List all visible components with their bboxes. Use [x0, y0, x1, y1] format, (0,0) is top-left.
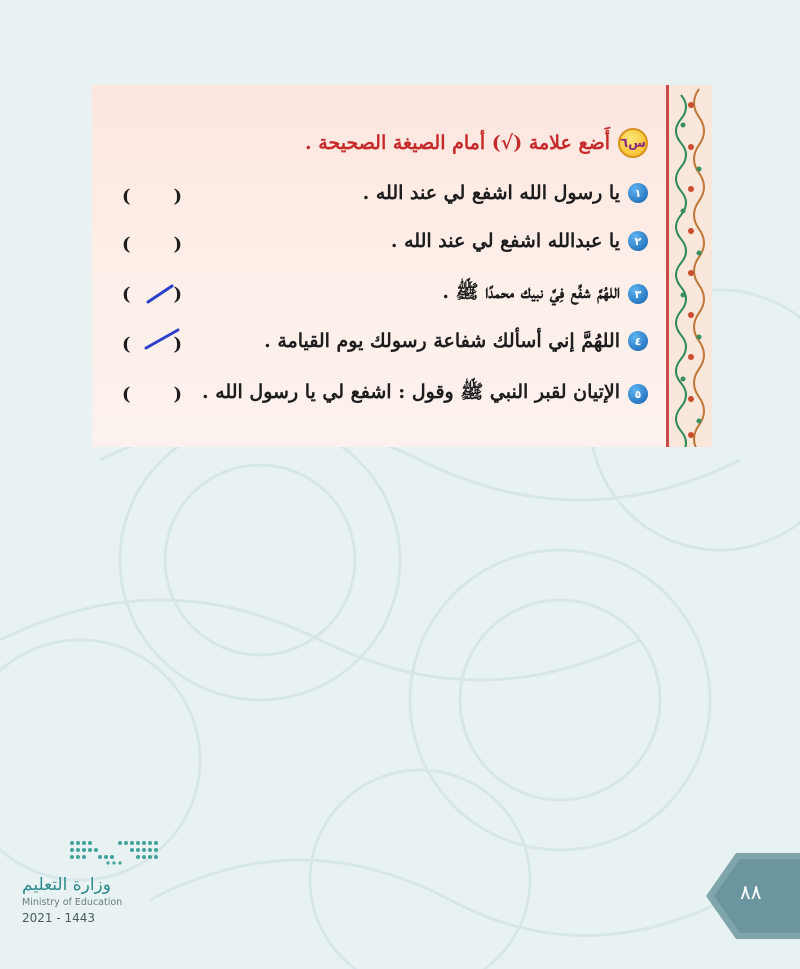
question-number-badge: س٦ [618, 128, 648, 158]
paren-close: ) [173, 185, 182, 207]
paren-open: ( [122, 185, 131, 207]
answer-item [363, 182, 648, 204]
item-number-icon: ٤ [628, 331, 648, 351]
paren-open: ( [122, 383, 131, 405]
paren-close: ) [173, 383, 182, 405]
decorative-border [666, 85, 712, 447]
check-mark-icon [140, 326, 184, 354]
ministry-name-arabic: وزارة التعليم [22, 875, 111, 895]
answer-item [264, 330, 648, 352]
answer-item [391, 230, 648, 252]
item-number-icon: ١ [628, 183, 648, 203]
item-number-icon: ٢ [628, 231, 648, 251]
paren-open: ( [122, 233, 131, 255]
item-text: الإتيان لقبر النبي ﷺ وقول : اشفع لي يا رسول الله . [202, 381, 620, 403]
paren-open: ( [122, 283, 131, 305]
answer-checkbox[interactable] [122, 182, 182, 210]
item-text: يا عبدالله اشفع لي عند الله . [390, 230, 620, 252]
ministry-year: 2021 - 1443 [22, 911, 96, 925]
answer-item [202, 380, 648, 408]
paren-close: ) [173, 333, 182, 355]
item-text: اللهُمَّ إني أسألك شفاعة رسولك يوم القيامة . [264, 330, 620, 352]
item-number-icon: ٣ [628, 284, 648, 304]
answer-checkbox[interactable] [122, 380, 182, 408]
answer-checkbox[interactable] [122, 230, 182, 258]
answer-item [442, 280, 648, 308]
question-header [305, 128, 648, 158]
paren-close: ) [173, 233, 182, 255]
question-instruction: أَضع علامة (√) أمام الصيغة الصحيحة . [305, 132, 610, 154]
item-number-icon: ٥ [628, 384, 648, 404]
item-text: اللهُمَّ شفِّع فِيَّ نبيك محمدًا ﷺ . [442, 281, 620, 303]
ministry-name-english: Ministry of Education [22, 897, 123, 908]
check-mark-icon [140, 280, 180, 308]
page-number: ٨٨ [740, 880, 762, 904]
paren-open: ( [122, 333, 131, 355]
item-text: يا رسول الله اشفع لي عند الله . [362, 182, 620, 204]
paren-close: ) [173, 283, 182, 305]
